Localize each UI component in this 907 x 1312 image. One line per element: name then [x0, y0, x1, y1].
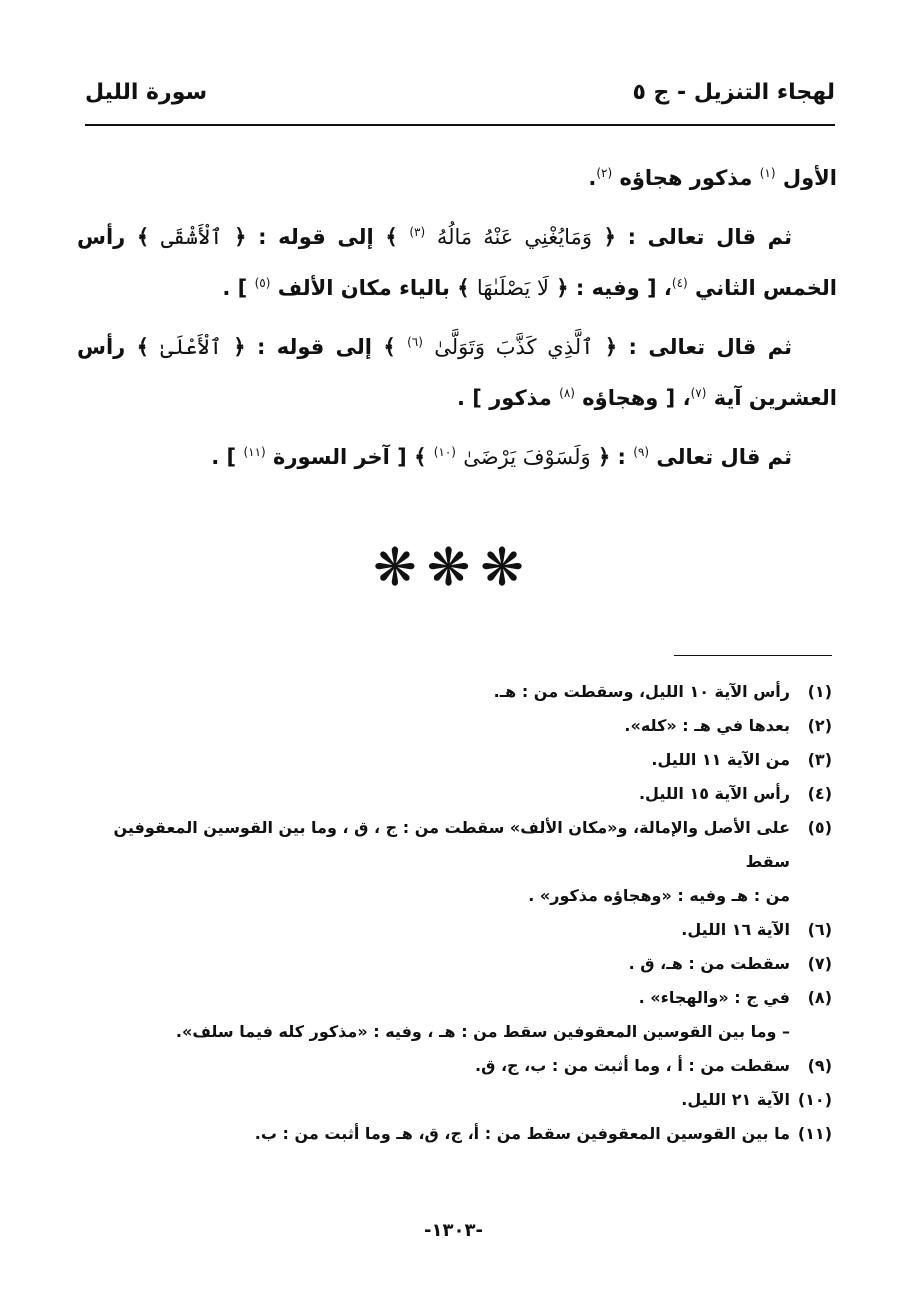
footnote-continuation: من : هـ وفيه : «وهجاؤه مذكور» . [528, 886, 790, 905]
footnote-ref: (٥) [254, 276, 271, 290]
main-text [77, 150, 837, 488]
paragraph-2: ثم قال تعالى : ﴿ وَمَايُغْنِي عَنْهُ مَالُهُ $^{(٣)}$ ﴾ إلى قوله : ﴿ ٱلْأَشْقَى ﴾ رأس الخمس الثاني $^{(٤)}$، [ وفيه : ﴿ لَا يَصْلَىٰهَا ﴾ بالياء مكان الألف $^{(٥)}$ ] . [77, 225, 837, 300]
footnote-item [87, 743, 832, 777]
footnote-ref: (١٠) [433, 445, 456, 459]
footnote-rule [674, 655, 832, 656]
footnote-text: من الآية ١١ الليل. [651, 750, 790, 769]
quran-verse: ٱلَّذِي كَذَّبَ وَتَوَلَّىٰ [434, 335, 594, 359]
footnote-text: رأس الآية ١٥ الليل. [638, 784, 790, 803]
footnote-number: (٥) [807, 818, 832, 837]
footnote-item [87, 675, 832, 709]
footnote-item [87, 913, 832, 947]
footnote-item [87, 1117, 832, 1151]
footnote-item [87, 811, 832, 879]
paragraph-1: الأول $^{(١)}$ مذكور هجاؤه $^{(٢)}$. [588, 166, 837, 190]
quran-verse: لَا يَصْلَىٰهَا [476, 276, 549, 300]
footnote-number: (٣) [807, 750, 832, 769]
footnote-number: (٧) [807, 954, 832, 973]
footnote-ref: (٨) [559, 386, 575, 400]
footnote-ref: (٣) [409, 225, 426, 239]
footnote-number: (١) [807, 682, 832, 701]
header-rule [85, 124, 835, 126]
footnote-ref: (٤) [671, 276, 688, 290]
footnote-number: (١٠) [797, 1090, 832, 1109]
paragraph-3: ثم قال تعالى : ﴿ ٱلَّذِي كَذَّبَ وَتَوَلَّىٰ $^{(٦)}$ ﴾ إلى قوله : ﴿ ٱلْأَعْلَىٰ ﴾ رأس العشرين آية $^{(٧)}$، [ وهجاؤه $^{(٨)}$ مذكور ] . [77, 335, 837, 410]
quran-verse: ٱلْأَشْقَى [160, 225, 223, 249]
footnote-item [87, 981, 832, 1015]
footnote-number: (٢) [807, 716, 832, 735]
footnote-text: رأس الآية ١٠ الليل، وسقطت من : هـ. [493, 682, 790, 701]
quran-verse: ٱلْأَعْلَىٰ [160, 335, 222, 359]
footnotes [87, 675, 832, 1151]
footnote-number: (٩) [807, 1056, 832, 1075]
footnote-item [87, 777, 832, 811]
footnote-text: الآية ١٦ الليل. [681, 920, 790, 939]
footnote-text: على الأصل والإمالة، و«مكان الألف» سقطت من : ج ، ق ، وما بين القوسين المعقوفين سقط [113, 818, 790, 871]
footnote-ref: (٢) [596, 166, 613, 180]
footnote-text: ما بين القوسين المعقوفين سقط من : أ، ج، ق، هـ وما أثبت من : ب. [254, 1124, 790, 1143]
footnote-ref: (٧) [690, 386, 707, 400]
footnote-ref: (١١) [243, 445, 266, 459]
footnote-item [87, 709, 832, 743]
book-title: لهجاء التنزيل - ج ٥ [632, 80, 835, 105]
footnote-ref: (٦) [407, 335, 423, 349]
paragraph-4: ثم قال تعالى $^{(٩)}$ : ﴿ وَلَسَوْفَ يَرْضَىٰ $^{(١٠)}$ ﴾ [ آخر السورة $^{(١١)}$ ] . [211, 445, 792, 469]
footnote-text: في ج : «والهجاء» . [638, 988, 790, 1007]
footnote-item [87, 947, 832, 981]
footnote-ref: (١) [759, 166, 776, 180]
quran-verse: وَلَسَوْفَ يَرْضَىٰ [463, 445, 591, 469]
footnote-number: (٦) [807, 920, 832, 939]
ornament-divider: ❋❋❋ [373, 538, 534, 598]
footnote-number: (١١) [797, 1124, 832, 1143]
footnote-item [87, 1049, 832, 1083]
running-header [85, 80, 835, 120]
footnote-text: بعدها في هـ : «كله». [624, 716, 790, 735]
footnote-subnote: – وما بين القوسين المعقوفين سقط من : هـ ، وفيه : «مذكور كله فيما سلف». [175, 1022, 790, 1041]
quran-verse: وَمَايُغْنِي عَنْهُ مَالُهُ [436, 225, 592, 249]
footnote-number: (٤) [807, 784, 832, 803]
page-number: -١٣٠٣- [424, 1220, 483, 1241]
footnote-ref: (٩) [633, 445, 650, 459]
footnote-text: سقطت من : أ ، وما أثبت من : ب، ج، ق. [475, 1056, 790, 1075]
footnote-number: (٨) [807, 988, 832, 1007]
footnote-item [87, 1083, 832, 1117]
footnote-text: سقطت من : هـ، ق . [628, 954, 790, 973]
sura-title: سورة الليل [85, 80, 208, 105]
footnote-text: الآية ٢١ الليل. [681, 1090, 790, 1109]
